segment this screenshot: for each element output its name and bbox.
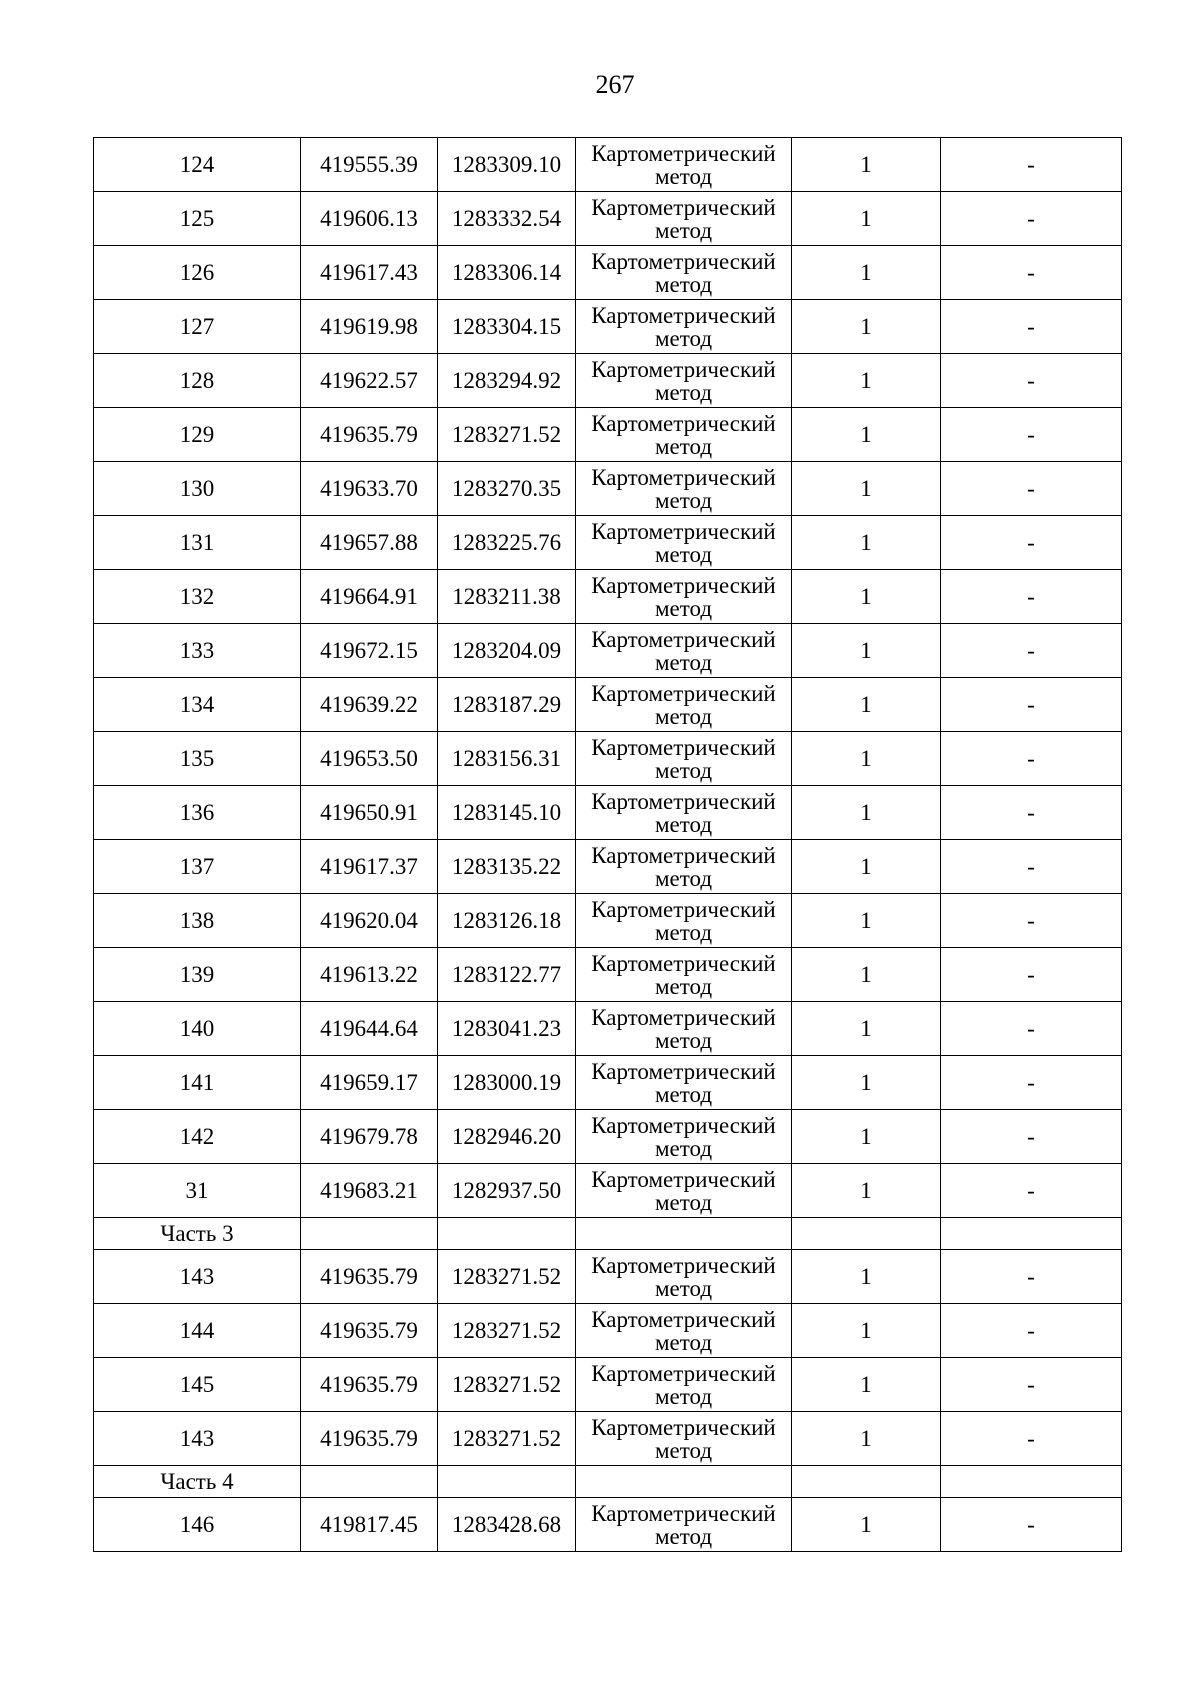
method-line-2: метод [654,325,713,351]
point-number-cell: 141 [94,1056,301,1110]
point-number-cell: 131 [94,516,301,570]
empty-cell [438,1466,576,1498]
x-coordinate-cell: 419620.04 [301,894,438,948]
accuracy-cell: 1 [792,1250,941,1304]
method-cell [576,1412,792,1466]
method-line-1: Картометрический [591,626,776,652]
x-coordinate-cell: 419633.70 [301,462,438,516]
method-cell [576,1304,792,1358]
method-line-1: Картометрический [591,572,776,598]
method-line-2: метод [654,865,713,891]
method-line-2: метод [654,541,713,567]
method-line-1: Картометрический [591,194,776,220]
empty-cell [301,1218,438,1250]
y-coordinate-cell: 1283187.29 [438,678,576,732]
method-cell [576,786,792,840]
table-row [94,570,1122,624]
point-number-cell: 143 [94,1250,301,1304]
method-line-1: Картометрический [591,1500,776,1526]
table-row [94,516,1122,570]
table-row [94,354,1122,408]
y-coordinate-cell: 1283145.10 [438,786,576,840]
method-cell [576,192,792,246]
x-coordinate-cell: 419639.22 [301,678,438,732]
accuracy-cell: 1 [792,462,941,516]
y-coordinate-cell: 1282937.50 [438,1164,576,1218]
method-line-2: метод [654,1437,713,1463]
accuracy-cell: 1 [792,732,941,786]
method-line-2: метод [654,1383,713,1409]
y-coordinate-cell: 1283271.52 [438,1412,576,1466]
empty-cell [941,1466,1122,1498]
x-coordinate-cell: 419635.79 [301,1250,438,1304]
description-cell: - [941,624,1122,678]
table-row [94,1056,1122,1110]
method-line-1: Картометрический [591,248,776,274]
point-number-cell: 143 [94,1412,301,1466]
accuracy-cell: 1 [792,948,941,1002]
empty-cell [941,1218,1122,1250]
method-line-2: метод [654,487,713,513]
x-coordinate-cell: 419650.91 [301,786,438,840]
x-coordinate-cell: 419635.79 [301,1412,438,1466]
method-cell [576,408,792,462]
point-number-cell: 138 [94,894,301,948]
method-line-2: метод [654,1135,713,1161]
method-cell [576,300,792,354]
accuracy-cell: 1 [792,516,941,570]
table-row [94,138,1122,192]
empty-cell [438,1218,576,1250]
method-line-1: Картометрический [591,1414,776,1440]
accuracy-cell: 1 [792,1412,941,1466]
empty-cell [576,1218,792,1250]
y-coordinate-cell: 1283309.10 [438,138,576,192]
accuracy-cell: 1 [792,786,941,840]
point-number-cell: 129 [94,408,301,462]
method-cell [576,516,792,570]
accuracy-cell: 1 [792,408,941,462]
accuracy-cell: 1 [792,1056,941,1110]
method-cell [576,1358,792,1412]
description-cell: - [941,894,1122,948]
method-line-2: метод [654,919,713,945]
y-coordinate-cell: 1283211.38 [438,570,576,624]
accuracy-cell: 1 [792,354,941,408]
method-cell [576,462,792,516]
point-number-cell: 126 [94,246,301,300]
point-number-cell: 145 [94,1358,301,1412]
method-line-2: метод [654,379,713,405]
method-line-2: метод [654,1523,713,1549]
accuracy-cell: 1 [792,300,941,354]
description-cell: - [941,408,1122,462]
table-body [94,138,1122,1552]
method-line-1: Картометрический [591,842,776,868]
table-row [94,732,1122,786]
method-cell [576,894,792,948]
point-number-cell: 139 [94,948,301,1002]
y-coordinate-cell: 1283135.22 [438,840,576,894]
empty-cell [301,1466,438,1498]
method-line-1: Картометрический [591,1004,776,1030]
accuracy-cell: 1 [792,1110,941,1164]
x-coordinate-cell: 419683.21 [301,1164,438,1218]
method-cell [576,1250,792,1304]
accuracy-cell: 1 [792,1498,941,1552]
x-coordinate-cell: 419635.79 [301,408,438,462]
empty-cell [792,1466,941,1498]
method-line-1: Картометрический [591,518,776,544]
point-number-cell: 31 [94,1164,301,1218]
table-row [94,462,1122,516]
y-coordinate-cell: 1283294.92 [438,354,576,408]
method-cell [576,1498,792,1552]
method-line-2: метод [654,217,713,243]
method-line-1: Картометрический [591,896,776,922]
table-row [94,1002,1122,1056]
description-cell: - [941,948,1122,1002]
part-label: Часть 3 [94,1218,301,1250]
method-cell [576,1164,792,1218]
table-row [94,300,1122,354]
table-row [94,408,1122,462]
description-cell: - [941,1056,1122,1110]
point-number-cell: 124 [94,138,301,192]
description-cell: - [941,570,1122,624]
method-line-2: метод [654,703,713,729]
coordinates-table [93,137,1122,1552]
table-row [94,948,1122,1002]
method-line-2: метод [654,595,713,621]
x-coordinate-cell: 419653.50 [301,732,438,786]
table-row [94,192,1122,246]
description-cell: - [941,1164,1122,1218]
y-coordinate-cell: 1283000.19 [438,1056,576,1110]
x-coordinate-cell: 419657.88 [301,516,438,570]
description-cell: - [941,354,1122,408]
table-row [94,1110,1122,1164]
x-coordinate-cell: 419659.17 [301,1056,438,1110]
y-coordinate-cell: 1282946.20 [438,1110,576,1164]
accuracy-cell: 1 [792,246,941,300]
x-coordinate-cell: 419617.43 [301,246,438,300]
description-cell: - [941,732,1122,786]
method-line-1: Картометрический [591,788,776,814]
method-cell [576,246,792,300]
point-number-cell: 125 [94,192,301,246]
accuracy-cell: 1 [792,1002,941,1056]
method-line-1: Картометрический [591,464,776,490]
accuracy-cell: 1 [792,840,941,894]
y-coordinate-cell: 1283270.35 [438,462,576,516]
x-coordinate-cell: 419555.39 [301,138,438,192]
y-coordinate-cell: 1283304.15 [438,300,576,354]
method-line-1: Картометрический [591,950,776,976]
point-number-cell: 146 [94,1498,301,1552]
method-cell [576,570,792,624]
x-coordinate-cell: 419606.13 [301,192,438,246]
method-line-2: метод [654,1275,713,1301]
method-line-1: Картометрический [591,302,776,328]
method-line-1: Картометрический [591,680,776,706]
description-cell: - [941,300,1122,354]
method-cell [576,1056,792,1110]
description-cell: - [941,1110,1122,1164]
method-cell [576,354,792,408]
table-row [94,1250,1122,1304]
empty-cell [792,1218,941,1250]
x-coordinate-cell: 419664.91 [301,570,438,624]
description-cell: - [941,1250,1122,1304]
y-coordinate-cell: 1283204.09 [438,624,576,678]
x-coordinate-cell: 419622.57 [301,354,438,408]
point-number-cell: 134 [94,678,301,732]
method-line-1: Картометрический [591,1112,776,1138]
y-coordinate-cell: 1283156.31 [438,732,576,786]
point-number-cell: 142 [94,1110,301,1164]
y-coordinate-cell: 1283428.68 [438,1498,576,1552]
accuracy-cell: 1 [792,678,941,732]
accuracy-cell: 1 [792,1164,941,1218]
method-cell [576,840,792,894]
method-line-1: Картометрический [591,410,776,436]
method-cell [576,948,792,1002]
table-row [94,624,1122,678]
description-cell: - [941,1498,1122,1552]
method-cell [576,1002,792,1056]
description-cell: - [941,138,1122,192]
part-header-row [94,1466,1122,1498]
y-coordinate-cell: 1283271.52 [438,1304,576,1358]
point-number-cell: 135 [94,732,301,786]
y-coordinate-cell: 1283126.18 [438,894,576,948]
y-coordinate-cell: 1283271.52 [438,408,576,462]
x-coordinate-cell: 419679.78 [301,1110,438,1164]
y-coordinate-cell: 1283271.52 [438,1250,576,1304]
part-label: Часть 4 [94,1466,301,1498]
method-line-2: метод [654,649,713,675]
method-cell [576,678,792,732]
description-cell: - [941,192,1122,246]
y-coordinate-cell: 1283271.52 [438,1358,576,1412]
accuracy-cell: 1 [792,624,941,678]
point-number-cell: 140 [94,1002,301,1056]
method-cell [576,624,792,678]
accuracy-cell: 1 [792,1358,941,1412]
method-line-2: метод [654,1329,713,1355]
description-cell: - [941,1412,1122,1466]
method-line-2: метод [654,757,713,783]
point-number-cell: 127 [94,300,301,354]
description-cell: - [941,786,1122,840]
table-row [94,246,1122,300]
x-coordinate-cell: 419617.37 [301,840,438,894]
accuracy-cell: 1 [792,138,941,192]
method-line-2: метод [654,163,713,189]
method-line-2: метод [654,811,713,837]
method-line-1: Картометрический [591,1306,776,1332]
page-number: 267 [595,70,635,99]
x-coordinate-cell: 419613.22 [301,948,438,1002]
point-number-cell: 133 [94,624,301,678]
method-line-2: метод [654,271,713,297]
table-row [94,786,1122,840]
y-coordinate-cell: 1283225.76 [438,516,576,570]
y-coordinate-cell: 1283332.54 [438,192,576,246]
method-cell [576,732,792,786]
x-coordinate-cell: 419635.79 [301,1358,438,1412]
accuracy-cell: 1 [792,192,941,246]
description-cell: - [941,462,1122,516]
method-line-2: метод [654,433,713,459]
method-cell [576,138,792,192]
table-row [94,678,1122,732]
method-line-1: Картометрический [591,1360,776,1386]
table-row [94,1304,1122,1358]
point-number-cell: 128 [94,354,301,408]
method-line-1: Картометрический [591,356,776,382]
description-cell: - [941,1002,1122,1056]
description-cell: - [941,1358,1122,1412]
table-row [94,894,1122,948]
description-cell: - [941,1304,1122,1358]
method-line-2: метод [654,1189,713,1215]
description-cell: - [941,678,1122,732]
table-row [94,840,1122,894]
point-number-cell: 130 [94,462,301,516]
point-number-cell: 132 [94,570,301,624]
table-row [94,1498,1122,1552]
part-header-row [94,1218,1122,1250]
point-number-cell: 137 [94,840,301,894]
x-coordinate-cell: 419644.64 [301,1002,438,1056]
x-coordinate-cell: 419817.45 [301,1498,438,1552]
description-cell: - [941,246,1122,300]
method-line-1: Картометрический [591,1252,776,1278]
accuracy-cell: 1 [792,894,941,948]
method-line-2: метод [654,1027,713,1053]
method-line-1: Картометрический [591,140,776,166]
y-coordinate-cell: 1283306.14 [438,246,576,300]
table-row [94,1412,1122,1466]
x-coordinate-cell: 419619.98 [301,300,438,354]
y-coordinate-cell: 1283122.77 [438,948,576,1002]
method-line-2: метод [654,1081,713,1107]
x-coordinate-cell: 419635.79 [301,1304,438,1358]
method-line-1: Картометрический [591,1166,776,1192]
y-coordinate-cell: 1283041.23 [438,1002,576,1056]
empty-cell [576,1466,792,1498]
table-row [94,1358,1122,1412]
method-line-1: Картометрический [591,1058,776,1084]
method-line-1: Картометрический [591,734,776,760]
accuracy-cell: 1 [792,1304,941,1358]
x-coordinate-cell: 419672.15 [301,624,438,678]
description-cell: - [941,840,1122,894]
point-number-cell: 136 [94,786,301,840]
method-line-2: метод [654,973,713,999]
description-cell: - [941,516,1122,570]
accuracy-cell: 1 [792,570,941,624]
method-cell [576,1110,792,1164]
table-row [94,1164,1122,1218]
point-number-cell: 144 [94,1304,301,1358]
